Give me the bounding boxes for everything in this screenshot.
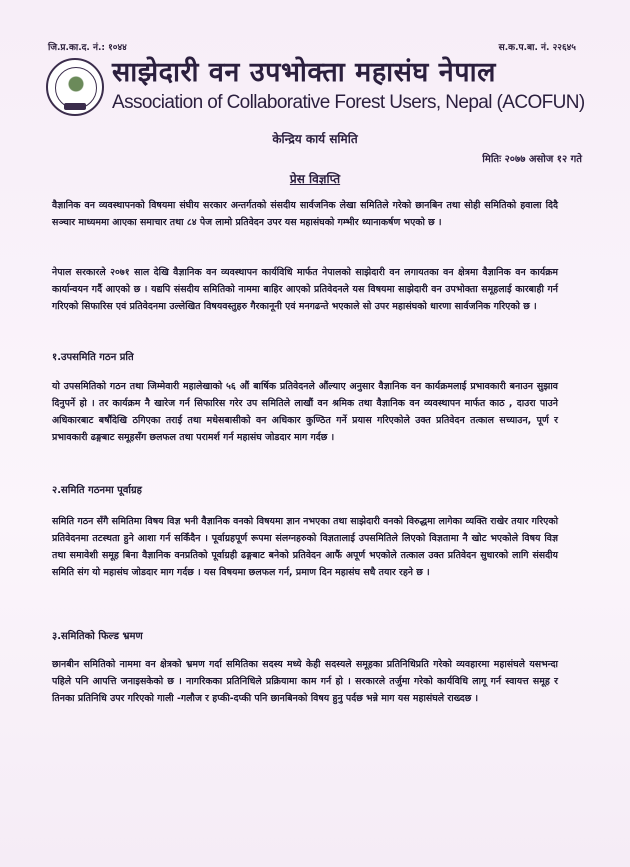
document-title <box>0 168 630 187</box>
organization-name-english: Association of Collaborative Forest Users, Nepal (ACOFUN) <box>112 92 585 113</box>
section-heading-bias: २.समिति गठनमा पूर्वाग्रह <box>52 485 142 496</box>
section-heading-field-visit: ३.समितिको फिल्ड भ्रमण <box>52 631 143 642</box>
registration-number-right: स.क.प.बा. नं. २२६४५ <box>498 43 576 53</box>
committee-name: केन्द्रिय कार्य समिति <box>272 132 358 146</box>
paragraph-intro: वैज्ञानिक वन व्यवस्थापनको विषयमा संघीय सरकार अन्तर्गतको संसदीय सार्वजनिक लेखा समितिले गरेको छानबिन तथा सोही समितिको हवाला दिदै सञ्चार माध्यममा आएका समाचार तथा ८४ पेज लामो प्रतिवेदन उपर यस महासंघको गम्भीर ध्यानाकर्षण भएको छ । <box>52 200 558 228</box>
organization-logo-icon <box>46 58 104 116</box>
paragraph-background: नेपाल सरकारले २०७१ साल देखि वैज्ञानिक वन व्यवस्थापन कार्यविधि मार्फत नेपालको साझेदारी वन लगायतका वन क्षेत्रमा वैज्ञानिक वन कार्यक्रम कार्यान्वयन गर्दै आएको छ । यद्यपि संसदीय समितिको नाममा बाहिर आएको प्रतिवेदनले यस विषयमा साझेदारी वन उपभोक्ता समूहलाई कारबाही गर्न गरिएको सिफारिस एवं प्रतिवेदनमा उल्लेखित विषयवस्तुहरु गैरकानूनी एवं मनगढन्ते भएकाले सो उपर महासंघको धारणा सार्वजनिक गरिएको छ । <box>52 267 558 312</box>
paragraph-field-visit: छानबीन समितिको नाममा वन क्षेत्रको भ्रमण गर्दा समितिका सदस्य मध्ये केही सदस्यले समूहका प्रतिनिधिप्रति गरेको व्यवहारमा महासंघले यसभन्दा पहिले पनि आपत्ति जनाइसकेको छ । नागरिकका प्रतिनिधिले प्रक्रियामा काम गर्न हो । सरकारले तर्जुमा गरेको कार्यविधि लागू गर्न स्वायत्त समूह र तिनका प्रतिनिधि उपर गरिएको गाली -गलौज र हप्की-दप्की पनि छानबिनको विषय हुनु पर्दछ भन्ने माग यस महासंघले राख्दछ । <box>52 659 558 704</box>
press-release-title: प्रेस विज्ञप्ति <box>289 172 341 186</box>
section-heading-subcommittee: १.उपसमिति गठन प्रति <box>52 352 134 363</box>
paragraph-bias: समिति गठन सँगै समितिमा विषय विज्ञ भनी वैज्ञानिक वनको विषयमा ज्ञान नभएका तथा साझेदारी वनको विरुद्धमा लागेका व्यक्ति राखेर तयार गरिएको प्रतिवेदनमा तटस्थता हुने आशा गर्न सकिँदैन । पूर्वाग्रहपूर्ण रूपमा संलग्नहरुको विज्ञतालाई उपसमितिले लिएको विज्ञतामा नै खोट भएकोले विषय विज्ञ तथा समावेशी समूह बिना वैज्ञानिक वनप्रतिको पूर्वाग्रही ढङ्गबाट बनेको प्रतिवेदन आफैं अपूर्ण भएकोले तत्काल उक्त प्रतिवेदन सुधारको लागि संसदीय समिति संग यो महासंघ जोडदार माग गर्दछ । यस विषयमा छलफल गर्न, प्रमाण दिन महासंघ सधै तयार रहने छ । <box>52 516 558 578</box>
paragraph-subcommittee: यो उपसमितिको गठन तथा जिम्मेवारी महालेखाको ५६ औं बार्षिक प्रतिवेदनले औंल्याए अनुसार वैज्ञानिक वन कार्यक्रमलाई प्रभावकारी बनाउन सुझाव दिनुपर्ने हो । तर कार्यक्रम नै खारेज गर्न सिफारिस गरेर उप समितिले लाखौं वन श्रमिक तथा वैज्ञानिक वन व्यवस्थापन मार्फत काठ , दाउरा पाउने अधिकारबाट बर्षौंदेखि ठगिएका तराई तथा मधेसबासीको वन अधिकार कुण्ठित गर्ने प्रयास गरिएकोले उक्त प्रतिवेदन तत्काल सच्याउन, पूर्ण र प्रभावकारी ढङ्गबाट समूहसँग छलफल तथा परामर्श गर्न महासंघ जोडदार माग गर्दछ । <box>52 381 558 443</box>
registration-number-left: जि.प्र.का.द. नं.: १०४४ <box>48 43 127 53</box>
document-date: मितिः २०७७ असोज १२ गते <box>482 154 582 165</box>
organization-name-nepali: साझेदारी वन उपभोक्ता महासंघ नेपाल <box>112 57 496 88</box>
